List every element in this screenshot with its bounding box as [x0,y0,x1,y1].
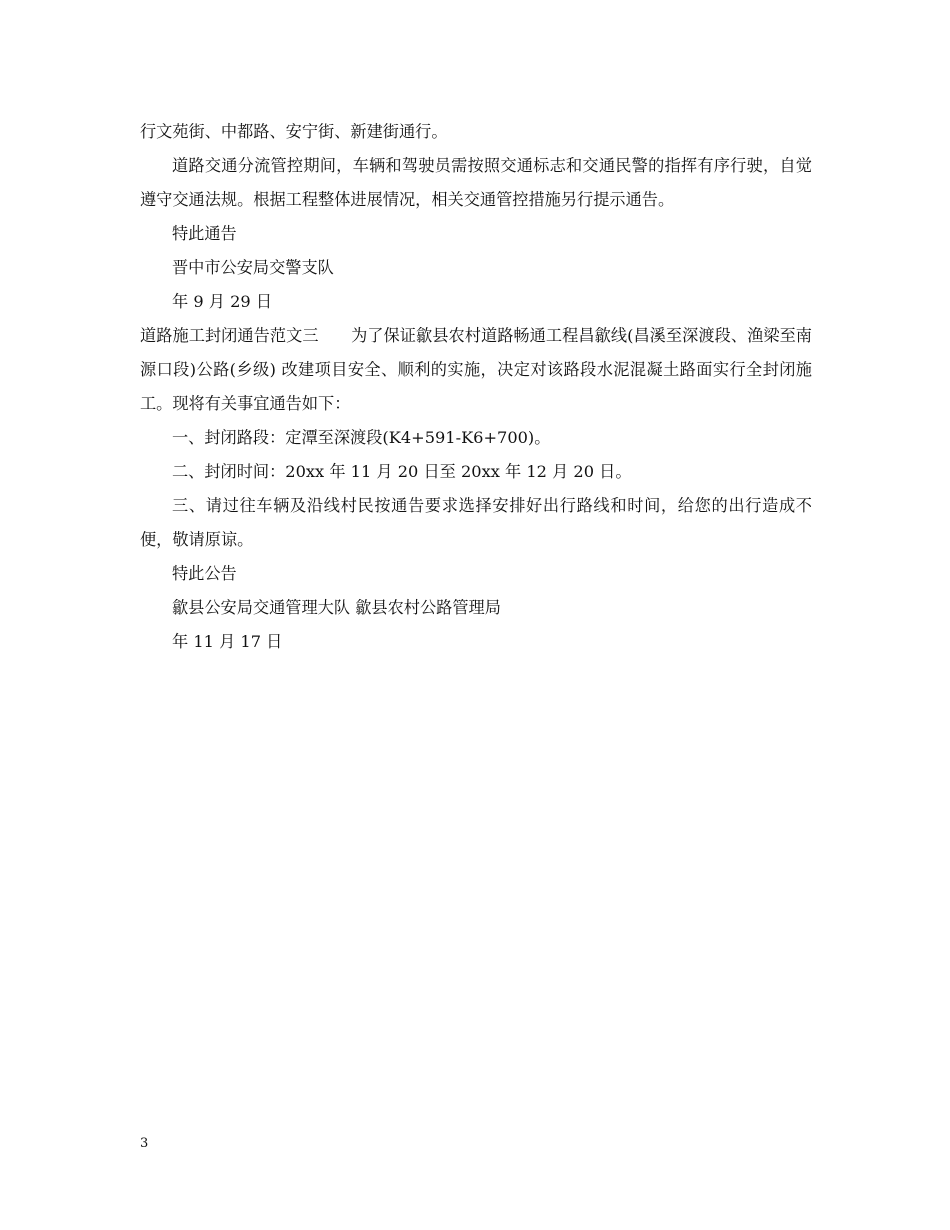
paragraph-notice-closing: 特此通告 [172,224,237,243]
paragraph-route-continuation: 行文苑街、中都路、安宁街、新建街通行。 [140,122,448,141]
paragraph-date-nov: 年 11 月 17 日 [172,632,283,651]
document-body [140,115,812,659]
paragraph-issuers-shexian: 歙县公安局交通管理大队 歙县农村公路管理局 [172,598,501,617]
paragraph-sample-three: 道路施工封闭通告范文三 为了保证歙县农村道路畅通工程昌歙线(昌溪至深渡段、渔梁至南源口段)公路(乡级) 改建项目安全、顺利的实施，决定对该路段水泥混凝土路面实行全封闭施工。现将有关事宜通告如下： [140,326,812,413]
paragraph-traffic-control: 道路交通分流管控期间，车辆和驾驶员需按照交通标志和交通民警的指挥有序行驶，自觉遵守交通法规。根据工程整体进展情况，相关交通管控措施另行提示通告。 [140,156,812,209]
paragraph-announcement-closing: 特此公告 [172,564,237,583]
paragraph-closure-time: 二、封闭时间：20xx 年 11 月 20 日至 20xx 年 12 月 20 日。 [172,462,632,481]
paragraph-date-sep: 年 9 月 29 日 [172,292,273,311]
paragraph-closure-section: 一、封闭路段：定潭至深渡段(K4+591-K6+700)。 [172,428,551,447]
page-number: 3 [140,1136,149,1151]
paragraph-traveler-request: 三、请过往车辆及沿线村民按通告要求选择安排好出行路线和时间，给您的出行造成不便，敬请原谅。 [140,496,812,549]
paragraph-issuer-jinzhong: 晋中市公安局交警支队 [172,258,334,277]
